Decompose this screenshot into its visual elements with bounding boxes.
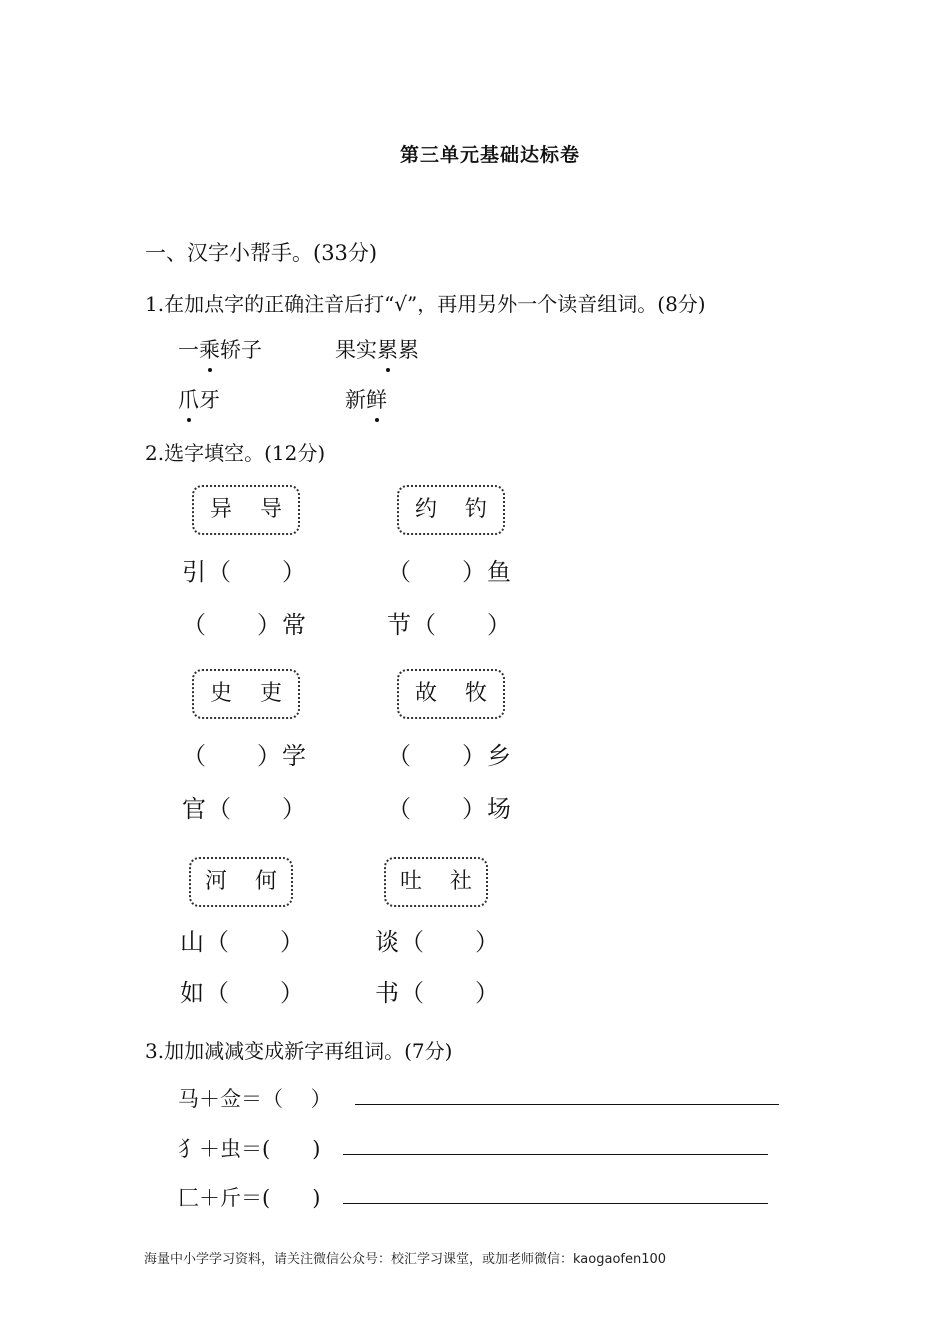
fill-blank[interactable]: 谈（ ） xyxy=(375,928,500,956)
q1-item-2: 果实累累 xyxy=(335,334,419,364)
footer-note: 海量中小学学习资料，请关注微信公众号：校汇学习课堂，或加老师微信：kaogaofen100 xyxy=(144,1252,667,1267)
fill-blank[interactable]: （ ）鱼 xyxy=(387,558,512,586)
q3-item-2: 犭＋虫＝( ) xyxy=(178,1137,321,1161)
q1-item-3: 爪牙 xyxy=(178,384,220,414)
page-title: 第三单元基础达标卷 xyxy=(399,144,580,166)
question-1-prompt: 1.在加点字的正确注音后打“√”，再用另外一个读音组词。(8分) xyxy=(145,292,706,316)
fill-blank[interactable]: 官（ ） xyxy=(182,795,307,823)
char-choice-box: 史 吏 xyxy=(192,669,300,719)
question-2-prompt: 2.选字填空。(12分) xyxy=(145,441,326,465)
q1-item-1: 一乘轿子 xyxy=(178,334,262,364)
fill-blank[interactable]: 引（ ） xyxy=(182,558,307,586)
char-choice-box: 吐 社 xyxy=(384,857,488,907)
section-heading: 一、汉字小帮手。(33分) xyxy=(145,241,378,265)
fill-blank[interactable]: 节（ ） xyxy=(387,611,512,639)
answer-line[interactable] xyxy=(355,1104,779,1105)
q1-item-4: 新鲜 xyxy=(345,384,387,414)
fill-blank[interactable]: （ ）乡 xyxy=(387,742,512,770)
fill-blank[interactable]: （ ）学 xyxy=(182,742,307,770)
char-choice-box: 异 导 xyxy=(192,485,300,535)
fill-blank[interactable]: 书（ ） xyxy=(375,979,500,1007)
q3-item-1: 马＋佥＝（ ） xyxy=(178,1087,332,1111)
fill-blank[interactable]: （ ）场 xyxy=(387,795,512,823)
answer-line[interactable] xyxy=(343,1154,768,1155)
char-choice-box: 河 何 xyxy=(189,857,293,907)
question-3-prompt: 3.加加减减变成新字再组词。(7分) xyxy=(145,1039,453,1063)
fill-blank[interactable]: （ ）常 xyxy=(182,611,307,639)
char-choice-box: 约 钓 xyxy=(397,485,505,535)
char-choice-box: 故 牧 xyxy=(397,669,505,719)
q3-item-3: 匚＋斤＝( ) xyxy=(178,1186,321,1210)
fill-blank[interactable]: 山（ ） xyxy=(180,928,305,956)
fill-blank[interactable]: 如（ ） xyxy=(180,979,305,1007)
answer-line[interactable] xyxy=(343,1203,768,1204)
